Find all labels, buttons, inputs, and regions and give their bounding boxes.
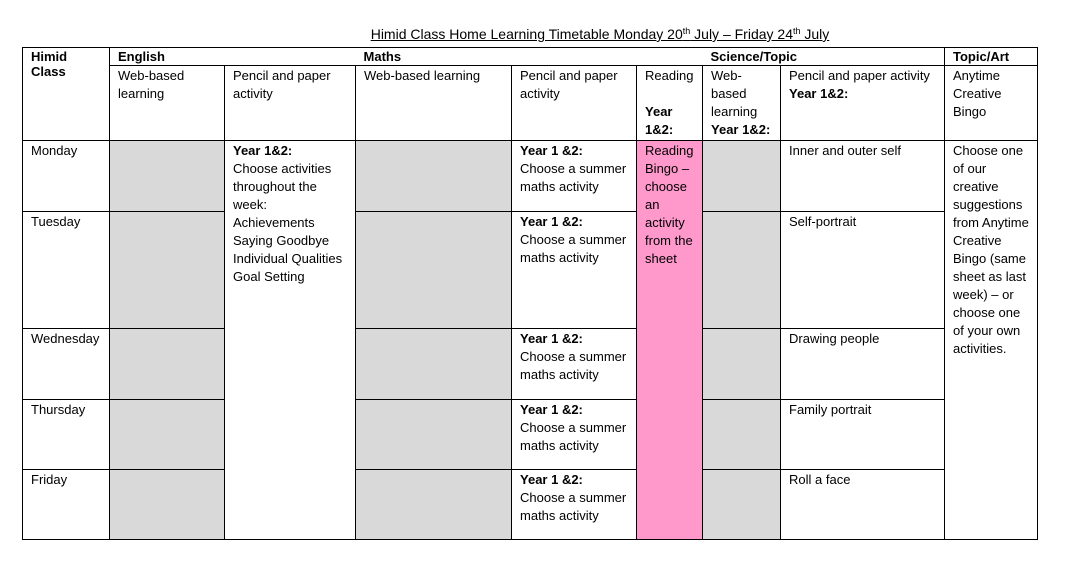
day-tuesday: Tuesday — [23, 212, 110, 329]
science-web-cell — [703, 212, 781, 329]
maths-web-label: Web-based learning — [356, 66, 512, 141]
list-item: Individual Qualities — [233, 251, 343, 266]
maths-web-cell — [356, 212, 512, 329]
english-web-cell — [110, 400, 225, 470]
day-friday: Friday — [23, 470, 110, 540]
science-pencil-monday: Inner and outer self — [781, 141, 945, 212]
maths-web-cell — [356, 400, 512, 470]
art-label: Anytime Creative Bingo — [945, 66, 1038, 141]
science-web-cell — [703, 400, 781, 470]
science-pencil-label: Pencil and paper activity Year 1&2: — [781, 66, 945, 141]
header-english: English — [110, 48, 356, 66]
list-item: Saying Goodbye — [233, 233, 330, 248]
english-pencil-label: Pencil and paper activity — [225, 66, 356, 141]
header-reading-blank — [637, 48, 703, 66]
list-item: Achievements — [233, 215, 315, 230]
english-web-cell — [110, 141, 225, 212]
maths-web-cell — [356, 141, 512, 212]
science-web-cell — [703, 141, 781, 212]
maths-web-cell — [356, 329, 512, 400]
science-pencil-wednesday: Drawing people — [781, 329, 945, 400]
header-class: Himid Class — [23, 48, 110, 141]
english-web-cell — [110, 329, 225, 400]
reading-label: Reading Year 1&2: — [637, 66, 703, 141]
maths-pencil-thursday: Year 1 &2: Choose a summer maths activity — [512, 400, 637, 470]
art-activity: Choose one of our creative suggestions from Anytime Creative Bingo (same sheet as last week) – or choose one of your own activities. — [945, 141, 1038, 540]
timetable — [22, 47, 1038, 540]
header-art: Topic/Art — [945, 48, 1038, 66]
header-science: Science/Topic — [703, 48, 945, 66]
science-web-cell — [703, 329, 781, 400]
day-wednesday: Wednesday — [23, 329, 110, 400]
english-pencil-activity: Year 1&2: Choose activities throughout the week: Achievements Saying Goodbye Individual Qualities Goal Setting — [225, 141, 356, 540]
science-web-cell — [703, 470, 781, 540]
header-maths: Maths — [356, 48, 637, 66]
list-item: Goal Setting — [233, 269, 305, 284]
science-pencil-tuesday: Self-portrait — [781, 212, 945, 329]
page-title: Himid Class Home Learning Timetable Monday 20th July – Friday 24th July — [370, 26, 830, 42]
maths-pencil-label: Pencil and paper activity — [512, 66, 637, 141]
science-web-label: Web-based learning Year 1&2: — [703, 66, 781, 141]
maths-pencil-wednesday: Year 1 &2: Choose a summer maths activity — [512, 329, 637, 400]
maths-pencil-monday: Year 1 &2: Choose a summer maths activity — [512, 141, 637, 212]
english-web-cell — [110, 212, 225, 329]
day-monday: Monday — [23, 141, 110, 212]
reading-activity: Reading Bingo – choose an activity from the sheet — [637, 141, 703, 540]
maths-pencil-tuesday: Year 1 &2: Choose a summer maths activity — [512, 212, 637, 329]
maths-pencil-friday: Year 1 &2: Choose a summer maths activity — [512, 470, 637, 540]
english-web-label: Web-based learning — [110, 66, 225, 141]
english-web-cell — [110, 470, 225, 540]
day-thursday: Thursday — [23, 400, 110, 470]
maths-web-cell — [356, 470, 512, 540]
science-pencil-thursday: Family portrait — [781, 400, 945, 470]
science-pencil-friday: Roll a face — [781, 470, 945, 540]
